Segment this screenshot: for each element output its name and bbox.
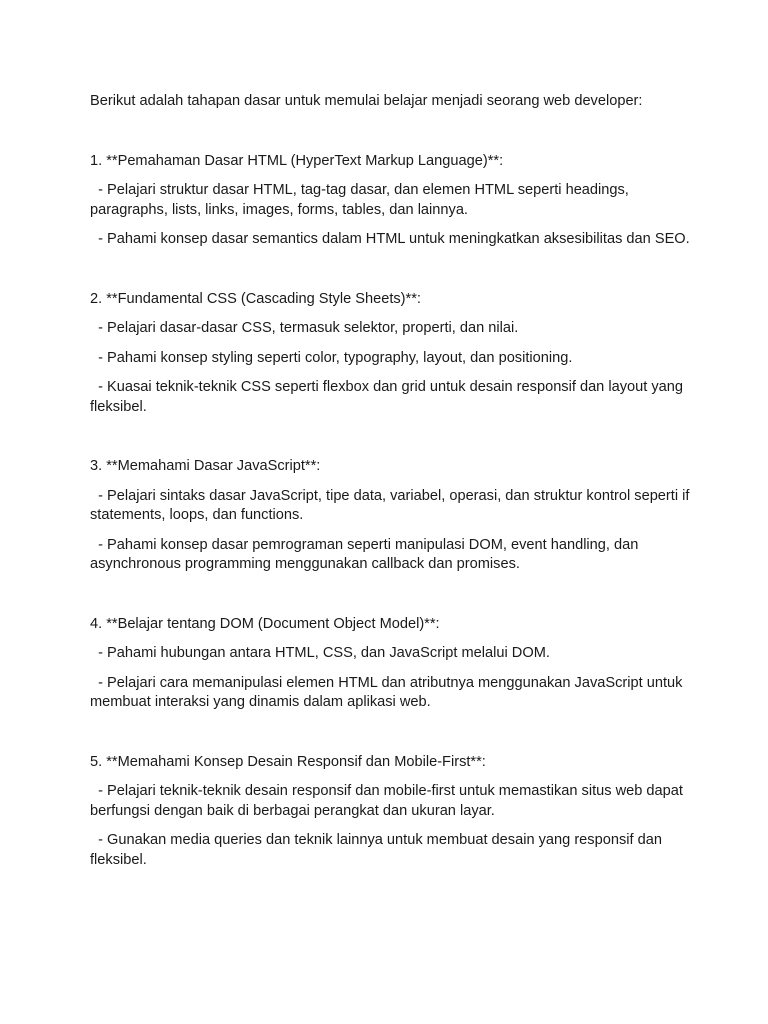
section-title: 2. **Fundamental CSS (Cascading Style Sheets)**: bbox=[90, 290, 421, 307]
bullet-text: - Pahami konsep styling seperti color, typography, layout, dan positioning. bbox=[98, 349, 573, 366]
bullet-text: - Pahami konsep dasar pemrograman seperti manipulasi DOM, event handling, dan asynchronous programming menggunakan callback dan promises. bbox=[90, 536, 639, 572]
intro-paragraph: Berikut adalah tahapan dasar untuk memulai belajar menjadi seorang web developer: bbox=[90, 93, 643, 109]
bullet-text: - Kuasai teknik-teknik CSS seperti flexbox dan grid untuk desain responsif dan layout yang fleksibel. bbox=[90, 379, 683, 415]
bullet-item bbox=[90, 181, 690, 220]
bullet-item bbox=[90, 319, 690, 339]
bullet-item bbox=[90, 644, 690, 664]
section-javascript bbox=[90, 457, 690, 575]
bullet-text: - Pelajari teknik-teknik desain responsif dan mobile-first untuk memastikan situs web dapat berfungsi dengan baik di berbagai perangkat dan ukuran layar. bbox=[90, 783, 683, 819]
section-dom bbox=[90, 615, 690, 713]
bullet-item bbox=[90, 536, 690, 575]
bullet-item bbox=[90, 230, 690, 250]
bullet-text: - Pelajari dasar-dasar CSS, termasuk selektor, properti, dan nilai. bbox=[98, 320, 519, 336]
section-css bbox=[90, 290, 690, 418]
bullet-item bbox=[90, 831, 690, 870]
bullet-item bbox=[90, 487, 690, 526]
section-html bbox=[90, 152, 690, 250]
section-title: 4. **Belajar tentang DOM (Document Object Model)**: bbox=[90, 615, 440, 632]
section-title: 5. **Memahami Konsep Desain Responsif dan Mobile-First**: bbox=[90, 753, 486, 770]
section-responsive bbox=[90, 753, 690, 871]
bullet-item bbox=[90, 349, 690, 369]
bullet-text: - Pelajari cara memanipulasi elemen HTML dan atributnya menggunakan JavaScript untuk membuat interaksi yang dinamis dalam aplikasi web. bbox=[90, 674, 683, 710]
bullet-text: - Pahami hubungan antara HTML, CSS, dan JavaScript melalui DOM. bbox=[98, 645, 550, 661]
bullet-text: - Pelajari struktur dasar HTML, tag-tag dasar, dan elemen HTML seperti headings, paragraphs, lists, links, images, forms, tables, dan lainnya. bbox=[90, 182, 629, 218]
bullet-text: - Pahami konsep dasar semantics dalam HTML untuk meningkatkan aksesibilitas dan SEO. bbox=[98, 231, 690, 247]
bullet-item bbox=[90, 378, 690, 417]
bullet-text: - Gunakan media queries dan teknik lainnya untuk membuat desain yang responsif dan fleksibel. bbox=[90, 832, 662, 868]
bullet-text: - Pelajari sintaks dasar JavaScript, tipe data, variabel, operasi, dan struktur kontrol seperti if statements, loops, dan functions. bbox=[90, 487, 690, 523]
bullet-item bbox=[90, 782, 690, 821]
document-page bbox=[90, 92, 690, 870]
section-title: 3. **Memahami Dasar JavaScript**: bbox=[90, 458, 321, 474]
section-title: 1. **Pemahaman Dasar HTML (HyperText Markup Language)**: bbox=[90, 152, 504, 169]
bullet-item bbox=[90, 674, 690, 713]
